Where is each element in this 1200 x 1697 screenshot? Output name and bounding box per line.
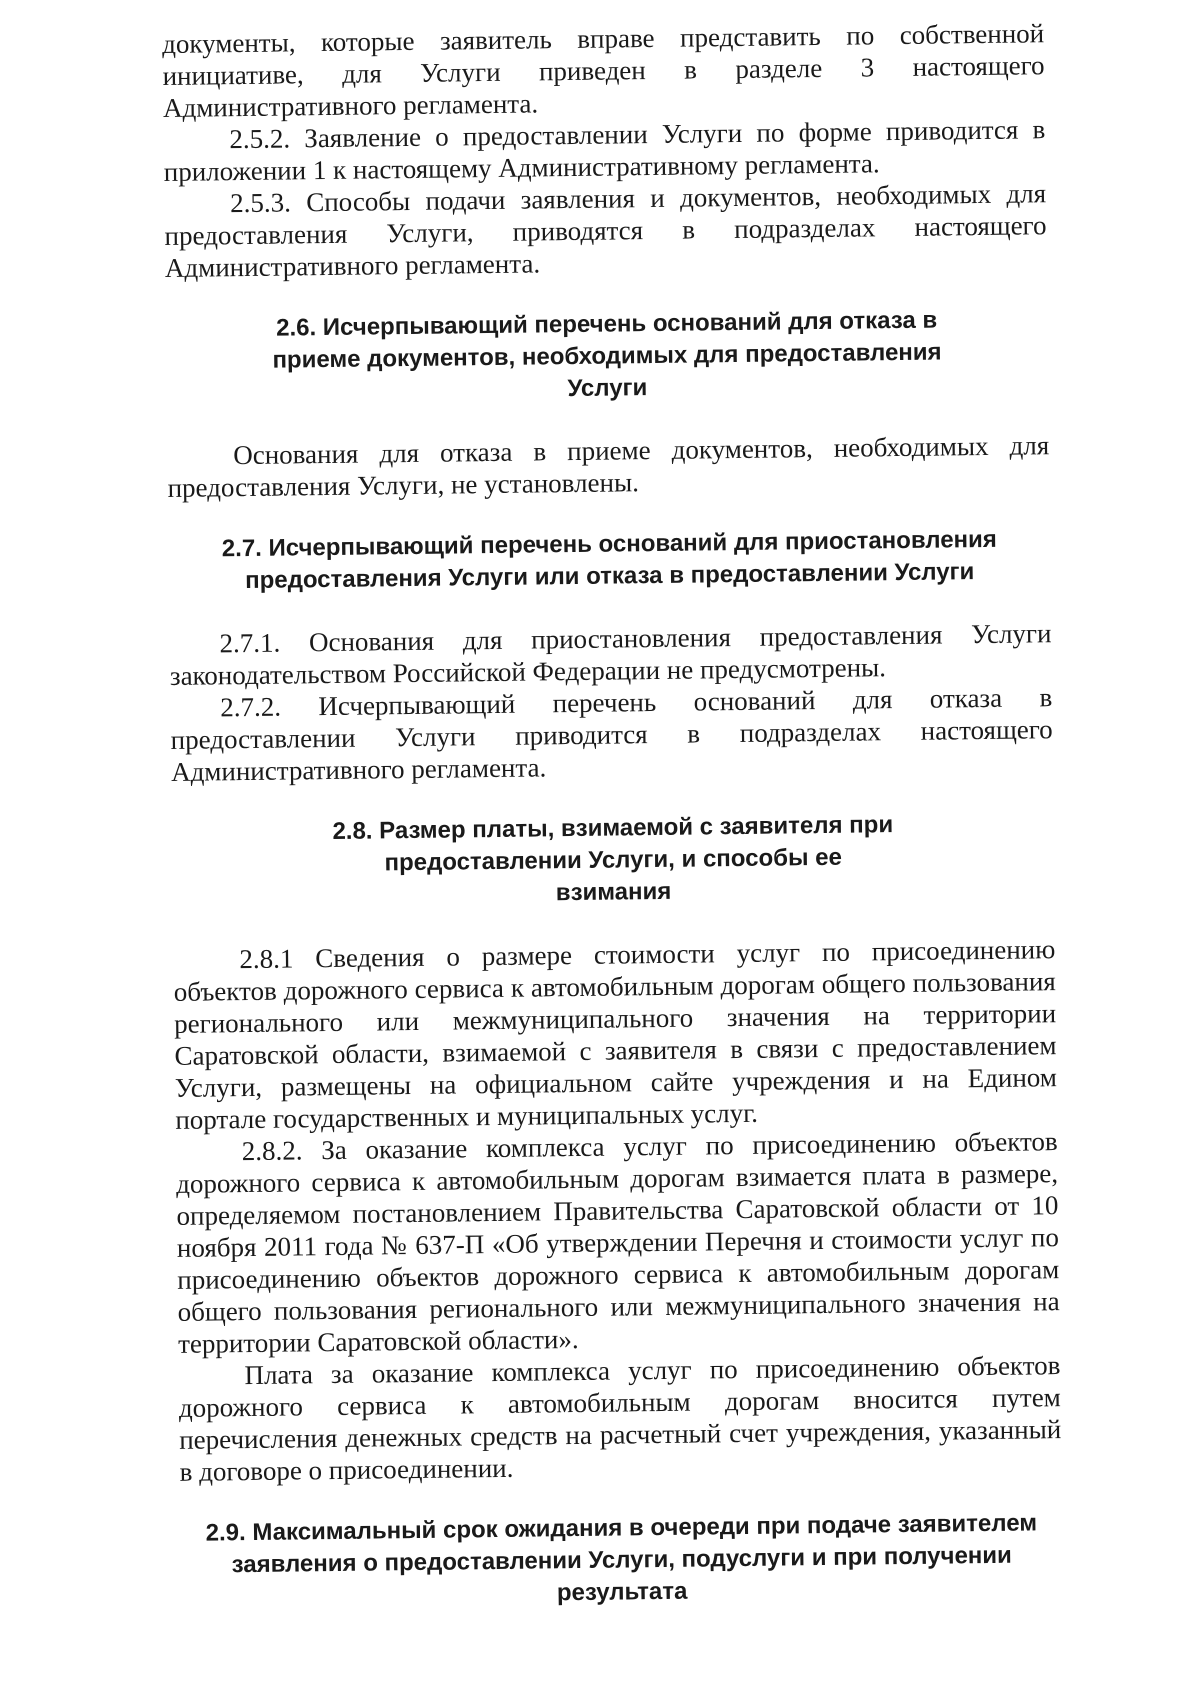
- heading-2-6: 2.6. Исчерпывающий перечень оснований для отказа в приеме документов, необходимых для предоставления Услуги: [272, 306, 942, 403]
- heading-2-9: 2.9. Максимальный срок ожидания в очереди при подаче заявителем заявления о предоставлении Услуги, подуслуги и при получении результата: [205, 1509, 1038, 1607]
- paragraph-2-7-2: 2.7.2. Исчерпывающий перечень оснований для отказа в предоставлении Услуги приводится в подразделах настоящего Административного регламента.: [170, 682, 1053, 787]
- document-page: [162, 17, 1063, 1614]
- heading-2-7: 2.7. Исчерпывающий перечень оснований для приостановления предоставления Услуги или отказа в предоставлении Услуги: [221, 525, 998, 595]
- paragraph-2-8-2: 2.8.2. За оказание комплекса услуг по присоединению объектов дорожного сервиса к автомобильным дорогам взимается плата в размере, определяемом постановлением Правительства Саратовской области от 10 ноября 2011 года № 637-П «Об утверждении Перечня и стоимости услуг по присоединению объектов дорожного сервиса к автомобильным дорогам общего пользования регионального или межмуниципального значения на территории Саратовской области».: [175, 1126, 1060, 1359]
- paragraph-2-5-3: 2.5.3. Способы подачи заявления и документов, необходимых для предоставления Услуги, приводятся в подразделах настоящего Административного регламента.: [164, 178, 1047, 283]
- paragraph-2-5-2: 2.5.2. Заявление о предоставлении Услуги по форме приводится в приложении 1 к настоящему Административному регламента.: [163, 114, 1046, 187]
- paragraph-payment: Плата за оказание комплекса услуг по присоединению объектов дорожного сервиса к автомобильным дорогам вносится путем перечисления денежных средств на расчетный счет учреждения, указанный в договоре о присоединении.: [178, 1350, 1062, 1487]
- heading-2-8: 2.8. Размер платы, взимаемой с заявителя при предоставлении Услуги, и способы ее взимания: [332, 811, 894, 907]
- paragraph-2-8-1: 2.8.1 Сведения о размере стоимости услуг по присоединению объектов дорожного сервиса к автомобильным дорогам общего пользования регионального или межмуниципального значения на территории Саратовской области, взимаемой с заявителя в связи с предоставлением Услуги, размещены на официальном сайте учреждения и на Едином портале государственных и муниципальных услуг.: [173, 934, 1058, 1135]
- paragraph-2-6: Основания для отказа в приеме документов, необходимых для предоставления Услуги, не установлены.: [167, 430, 1050, 503]
- paragraph-intro: документы, которые заявитель вправе представить по собственной инициативе, для Услуги приведен в разделе 3 настоящего Административного регламента.: [162, 18, 1045, 123]
- paragraph-2-7-1: 2.7.1. Основания для приостановления предоставления Услуги законодательством Российской Федерации не предусмотрены.: [169, 618, 1052, 691]
